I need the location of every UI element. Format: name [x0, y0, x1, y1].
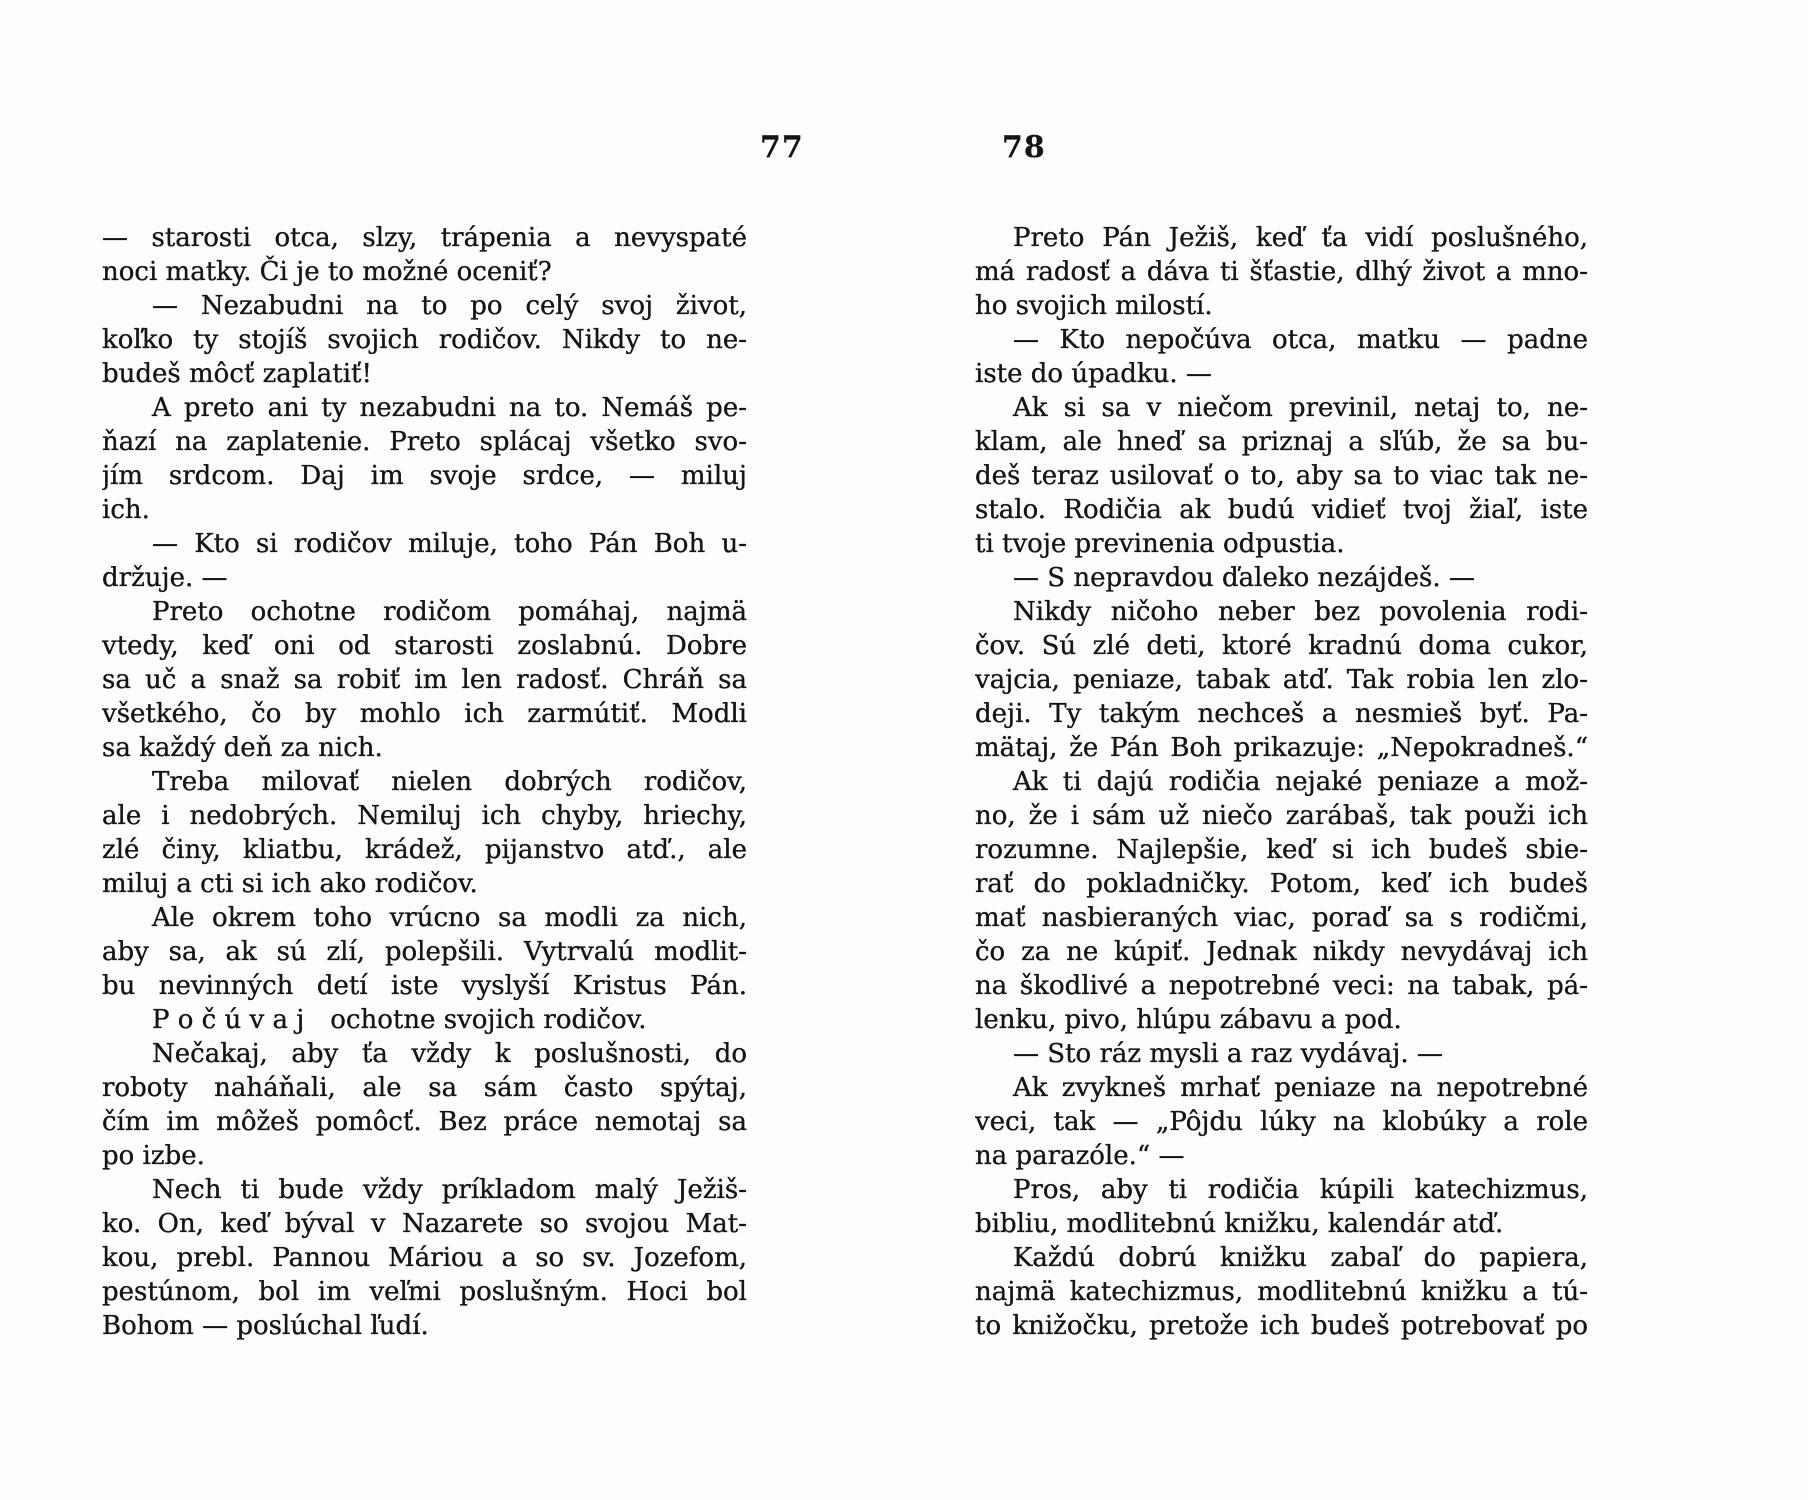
- text-line: Ak ti dajú rodičia nejaké peniaze a mož-: [1013, 767, 1588, 797]
- page-number-right: 78: [1002, 130, 1046, 165]
- text-line: — starosti otca, slzy, trápenia a nevyspaté: [102, 223, 747, 253]
- text-line: bu nevinných detí iste vyslyší Kristus Pán.: [102, 971, 747, 1001]
- text-line: mätaj, že Pán Boh prikazuje: „Nepokradneš.“: [975, 733, 1588, 763]
- text-line: ale i nedobrých. Nemiluj ich chyby, hriechy,: [102, 801, 747, 831]
- text-line: — Kto si rodičov miluje, toho Pán Boh u-: [152, 529, 747, 559]
- text-line: sa uč a snaž sa robiť im len radosť. Chráň sa: [102, 665, 747, 695]
- text-line: Nečakaj, aby ťa vždy k poslušnosti, do: [152, 1039, 747, 1069]
- text-line: čo za ne kúpiť. Jednak nikdy nevydávaj ich: [975, 937, 1588, 967]
- text-line: sa každý deň za nich.: [102, 733, 383, 763]
- text-line: miluj a cti si ich ako rodičov.: [102, 869, 478, 899]
- text-line: čím im môžeš pomôcť. Bez práce nemotaj sa: [102, 1107, 747, 1137]
- text-line: deš teraz usilovať o to, aby sa to viac tak ne-: [975, 461, 1588, 491]
- text-line: veci, tak — „Pôjdu lúky na klobúky a role: [975, 1107, 1588, 1137]
- text-line: — Kto nepočúva otca, matku — padne: [1013, 325, 1588, 355]
- text-line: všetkého, čo by mohlo ich zarmútiť. Modli: [102, 699, 747, 729]
- text-line: Každú dobrú knižku zabaľ do papiera,: [1013, 1243, 1588, 1273]
- text-line: Pros, aby ti rodičia kúpili katechizmus,: [1013, 1175, 1588, 1205]
- text-line: — S nepravdou ďaleko nezájdeš. —: [1013, 563, 1475, 593]
- text-line: ho svojich milostí.: [975, 291, 1213, 321]
- text-line: kou, prebl. Pannou Máriou a so sv. Jozefom,: [102, 1243, 747, 1273]
- text-line: Nikdy ničoho neber bez povolenia rodi-: [1013, 597, 1588, 627]
- text-line: na parazóle.“ —: [975, 1141, 1185, 1171]
- text-line: ich.: [102, 495, 150, 525]
- text-line: Ak si sa v niečom previnil, netaj to, ne-: [1013, 393, 1588, 423]
- text-line: Preto Pán Ježiš, keď ťa vidí poslušného,: [1013, 223, 1588, 253]
- page-right-text-column: [975, 221, 1588, 1343]
- text-line: A preto ani ty nezabudni na to. Nemáš pe-: [152, 393, 747, 423]
- text-line: iste do úpadku. —: [975, 359, 1212, 389]
- text-line: ňazí na zaplatenie. Preto splácaj všetko svo-: [102, 427, 747, 457]
- text-line: najmä katechizmus, modlitebnú knižku a tú-: [975, 1277, 1588, 1307]
- page-number-left: 77: [760, 130, 804, 165]
- text-line: stalo. Rodičia ak budú vidieť tvoj žiaľ, iste: [975, 495, 1588, 525]
- page-left-text-column: [102, 221, 747, 1343]
- text-line: Preto ochotne rodičom pomáhaj, najmä: [152, 597, 747, 627]
- text-line: držuje. —: [102, 563, 228, 593]
- text-line: zlé činy, kliatbu, krádež, pijanstvo atď., ale: [102, 835, 747, 865]
- text-line: Treba milovať nielen dobrých rodičov,: [152, 767, 747, 797]
- text-line: na škodlivé a nepotrebné veci: na tabak, pá-: [975, 971, 1588, 1001]
- text-line: mať nasbieraných viac, poraď sa s rodičmi,: [975, 903, 1588, 933]
- text-line: Ale okrem toho vrúcno sa modli za nich,: [152, 903, 747, 933]
- text-line: pestúnom, bol im veľmi poslušným. Hoci bol: [102, 1277, 747, 1307]
- text-line: rozumne. Najlepšie, keď si ich budeš sbie-: [975, 835, 1588, 865]
- text-line: rať do pokladničky. Potom, keď ich budeš: [975, 869, 1588, 899]
- text-line: Nech ti bude vždy príkladom malý Ježiš-: [152, 1175, 747, 1205]
- text-line: roboty naháňali, ale sa sám často spýtaj,: [102, 1073, 747, 1103]
- text-line: ko. On, keď býval v Nazarete so svojou Mat-: [102, 1209, 747, 1239]
- text-line: lenku, pivo, hlúpu zábavu a pod.: [975, 1005, 1402, 1035]
- text-line: budeš môcť zaplatiť!: [102, 359, 372, 389]
- text-line: — Nezabudni na to po celý svoj život,: [152, 291, 747, 321]
- text-line: to knižočku, pretože ich budeš potrebovať po: [975, 1311, 1588, 1341]
- text-line: vajcia, peniaze, tabak atď. Tak robia len zlo-: [975, 665, 1588, 695]
- text-line: Ak zvykneš mrhať peniaze na nepotrebné: [1013, 1073, 1588, 1103]
- text-line: — Sto ráz mysli a raz vydávaj. —: [1013, 1039, 1443, 1069]
- text-line: aby sa, ak sú zlí, polepšili. Vytrvalú modlit-: [102, 937, 747, 967]
- text-line: jím srdcom. Daj im svoje srdce, — miluj: [102, 461, 747, 491]
- text-line: bibliu, modlitebnú knižku, kalendár atď.: [975, 1209, 1504, 1239]
- text-line: čov. Sú zlé deti, ktoré kradnú doma cukor,: [975, 631, 1588, 661]
- text-line: vtedy, keď oni od starosti zoslabnú. Dobre: [102, 631, 747, 661]
- text-line: koľko ty stojíš svojich rodičov. Nikdy to ne-: [102, 325, 747, 355]
- text-line: no, že i sám už niečo zarábaš, tak použi ich: [975, 801, 1588, 831]
- text-line: P o č ú v a j ochotne svojich rodičov.: [152, 1005, 647, 1035]
- text-line: Bohom — poslúchal ľudí.: [102, 1311, 429, 1341]
- text-line: má radosť a dáva ti šťastie, dlhý život a mno-: [975, 257, 1588, 287]
- text-line: po izbe.: [102, 1141, 205, 1171]
- text-line: noci matky. Či je to možné oceniť?: [102, 257, 552, 287]
- text-line: deji. Ty takým nechceš a nesmieš byť. Pa-: [975, 699, 1588, 729]
- text-line: ti tvoje previnenia odpustia.: [975, 529, 1345, 559]
- text-line: klam, ale hneď sa priznaj a sľúb, že sa bu-: [975, 427, 1588, 457]
